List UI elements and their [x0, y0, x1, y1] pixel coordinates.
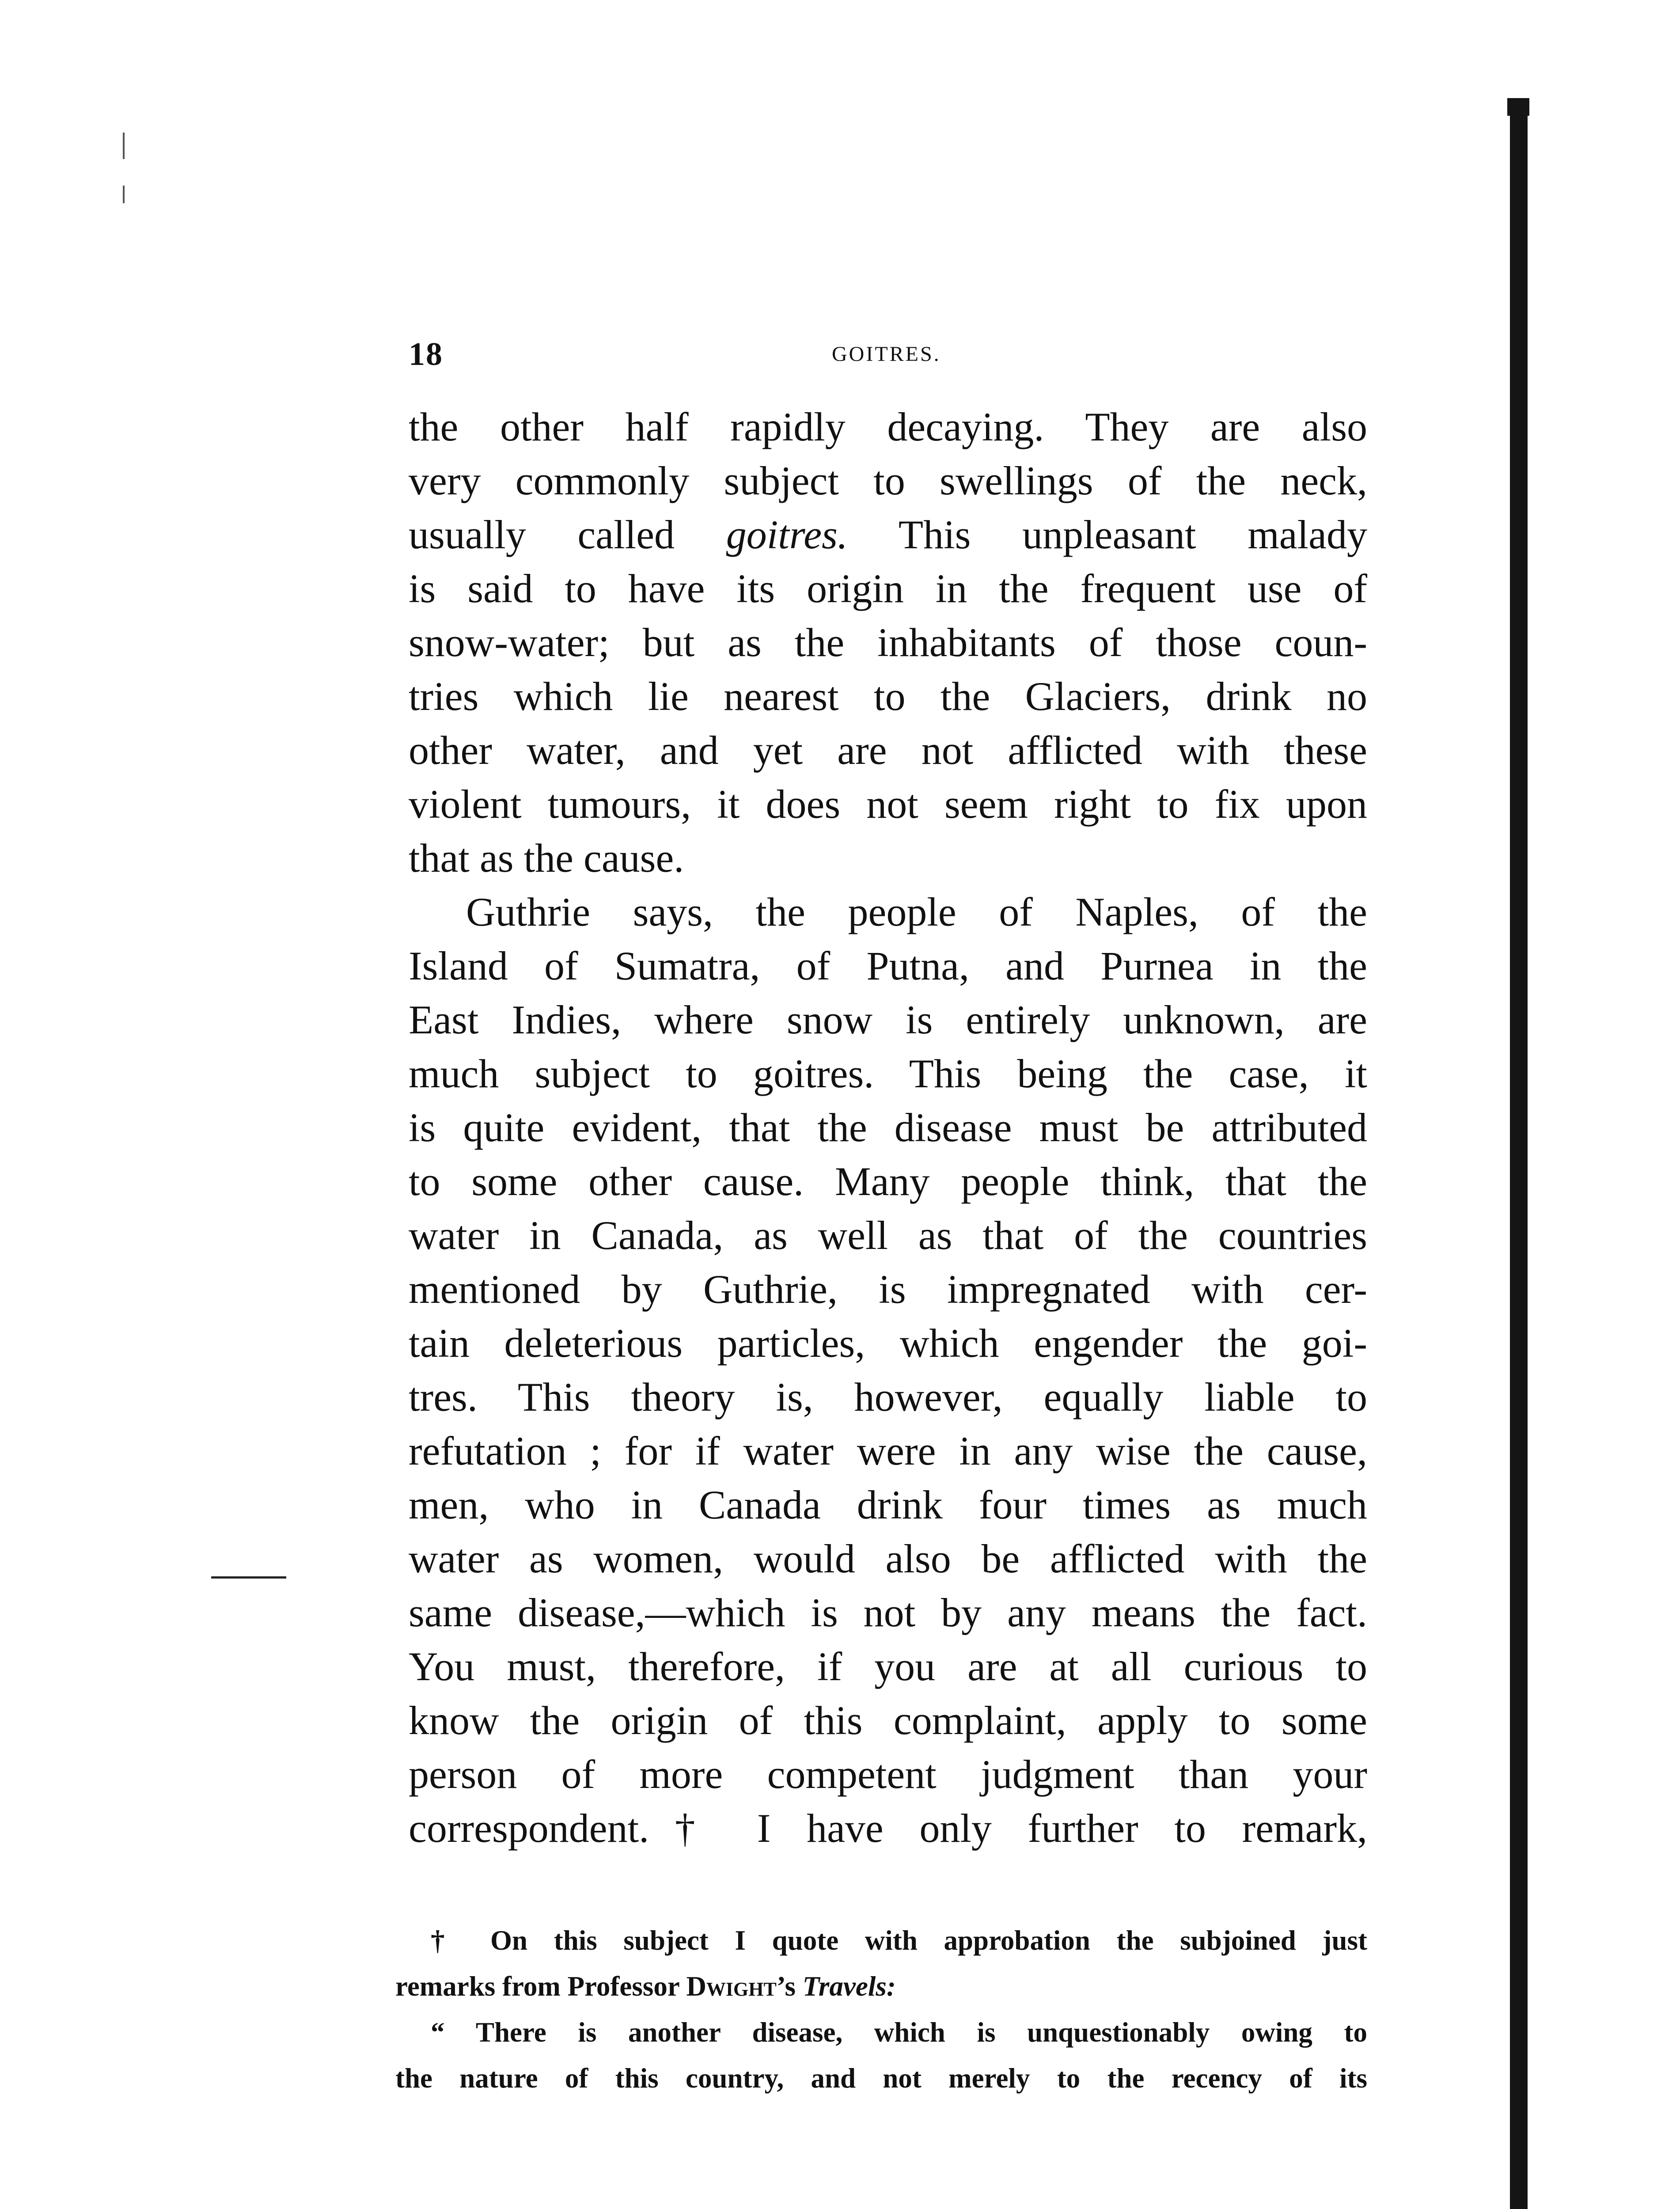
text-line: tries which lie nearest to the Glaciers, drink no	[409, 674, 1367, 719]
footnote-line: “ There is another disease, which is unquestionably owing to	[431, 2017, 1367, 2048]
text-segment: usually called	[409, 512, 675, 557]
text-line: that as the cause.	[409, 835, 684, 881]
text-line: mentioned by Guthrie, is impregnated with cer-	[409, 1267, 1367, 1312]
footnote	[395, 1917, 1367, 2101]
italic-term: goitres.	[726, 512, 848, 557]
edge-speck	[123, 186, 125, 203]
running-head	[409, 328, 1367, 381]
text-line: men, who in Canada drink four times as much	[409, 1482, 1367, 1527]
text-line: tres. This theory is, however, equally liable to	[409, 1374, 1367, 1420]
text-line: same disease,—which is not by any means the fact.	[409, 1590, 1367, 1635]
page-number: 18	[409, 336, 443, 372]
text-line: person of more competent judgment than your	[409, 1752, 1367, 1797]
body-text	[409, 400, 1367, 1855]
text-line: tain deleterious particles, which engender the goi-	[409, 1321, 1367, 1366]
text-line: East Indies, where snow is entirely unknown, are	[409, 997, 1367, 1042]
text-segment: This unpleasant malady	[898, 512, 1367, 557]
text-line: Guthrie says, the people of Naples, of the	[466, 889, 1367, 934]
text-line: violent tumours, it does not seem right to fix upon	[409, 782, 1367, 827]
text-line: know the origin of this complaint, apply to some	[409, 1698, 1367, 1743]
text-line: water as women, would also be afflicted with the	[409, 1536, 1367, 1581]
footnote-text: ’s	[776, 1971, 796, 2002]
text-line: much subject to goitres. This being the case, it	[409, 1051, 1367, 1096]
footnote-line: † On this subject I quote with approbation the subjoined just	[431, 1925, 1367, 1956]
text-line: is quite evident, that the disease must be attributed	[409, 1105, 1367, 1150]
text-line: correspondent.† I have only further to remark,	[409, 1806, 1367, 1851]
running-title: GOITRES.	[832, 342, 941, 366]
text-line: Island of Sumatra, of Putna, and Purnea in the	[409, 943, 1367, 988]
work-title: Travels:	[802, 1971, 896, 2002]
text-line: snow-water; but as the inhabitants of those coun-	[409, 620, 1367, 665]
text-line: to some other cause. Many people think, that the	[409, 1159, 1367, 1204]
edge-speck	[123, 133, 125, 159]
text-line: other water, and yet are not afflicted with these	[409, 728, 1367, 773]
text-line: You must, therefore, if you are at all curious to	[409, 1644, 1367, 1689]
text-line: is said to have its origin in the frequent use of	[409, 566, 1367, 611]
binding-edge	[1510, 102, 1528, 2209]
author-name: Dwight	[686, 1971, 777, 2002]
text-line: the other half rapidly decaying. They are also	[409, 404, 1367, 449]
footnote-line: the nature of this country, and not merely to the recency of its	[395, 2063, 1367, 2094]
text-line: refutation ; for if water were in any wise the cause,	[409, 1428, 1367, 1473]
text-line: very commonly subject to swellings of the neck,	[409, 458, 1367, 503]
footnote-text: remarks from Professor	[395, 1971, 679, 2002]
edge-speck	[211, 1576, 286, 1579]
text-line: water in Canada, as well as that of the countries	[409, 1213, 1367, 1258]
footnote-line	[395, 1963, 1367, 2009]
text-line	[409, 508, 1367, 562]
